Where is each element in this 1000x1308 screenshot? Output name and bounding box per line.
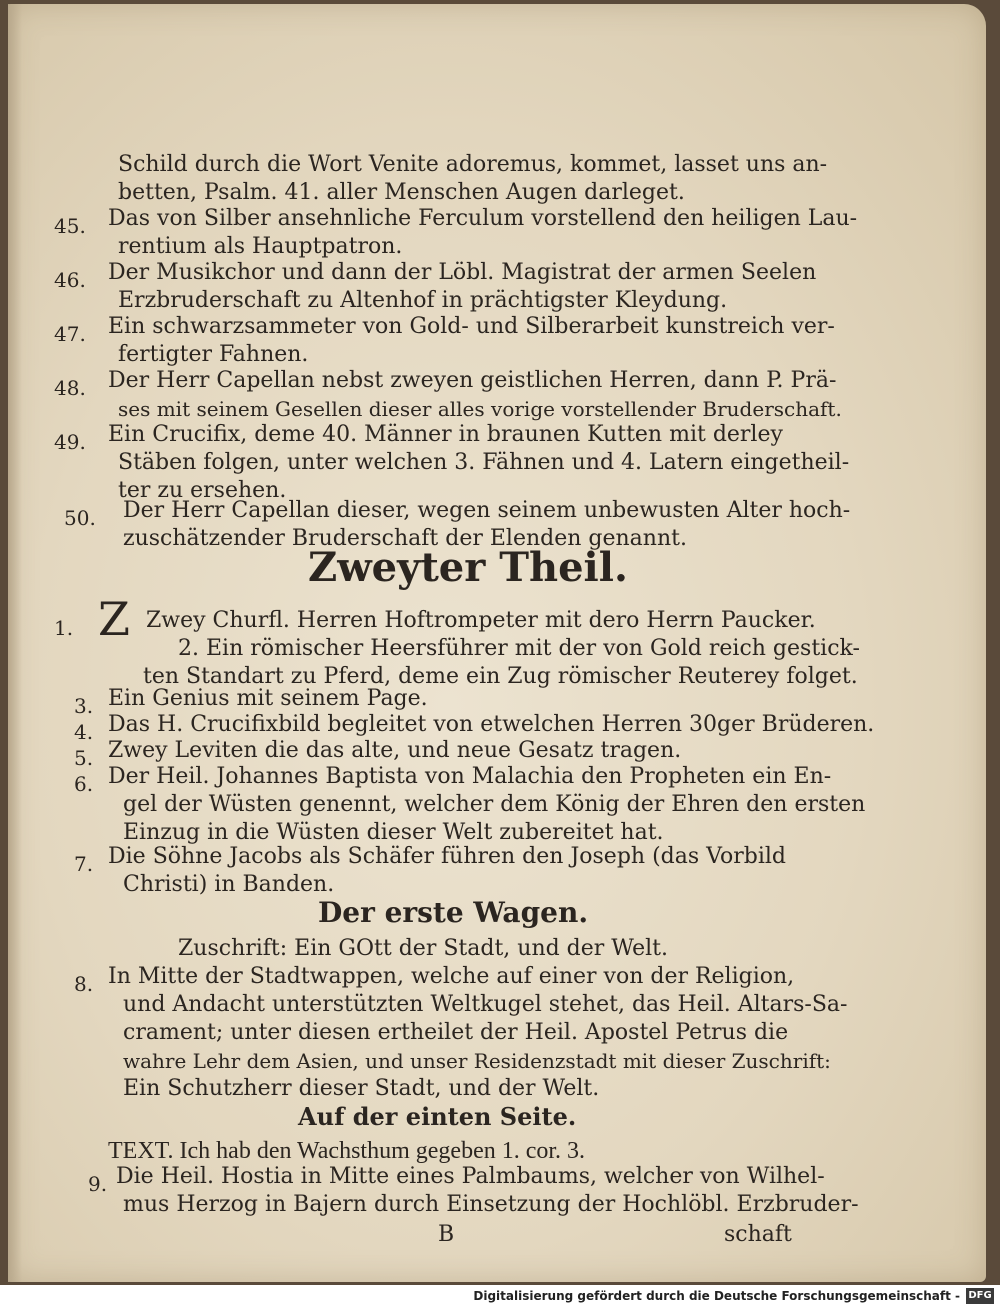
text-line: ses mit seinem Gesellen dieser alles vorige vorstellender Bruderschaft. bbox=[118, 397, 842, 421]
signature-mark: B bbox=[438, 1222, 455, 1247]
item-number: 47. bbox=[54, 322, 86, 346]
text-line: Ein Schutzherr dieser Stadt, und der Welt. bbox=[123, 1076, 600, 1101]
text-line: fertigter Fahnen. bbox=[118, 342, 309, 367]
book-page bbox=[8, 4, 986, 1282]
text-line: Christi) in Banden. bbox=[123, 872, 335, 897]
text-line: Einzug in die Wüsten dieser Welt zubereitet hat. bbox=[123, 820, 664, 845]
text-line: Ein schwarzsammeter von Gold- und Silberarbeit kunstreich ver- bbox=[108, 314, 835, 339]
text-line: Zwey Leviten die das alte, und neue Gesatz tragen. bbox=[108, 738, 682, 763]
text-line: mus Herzog in Bajern durch Einsetzung der Hochlöbl. Erzbruder- bbox=[123, 1192, 859, 1217]
dfg-logo-icon: DFG bbox=[966, 1288, 994, 1304]
item-number: 50. bbox=[64, 506, 96, 530]
text-line: Die Söhne Jacobs als Schäfer führen den Joseph (das Vorbild bbox=[108, 844, 787, 869]
text-line: Das H. Crucifixbild begleitet von etwelchen Herren 30ger Brüderen. bbox=[108, 712, 875, 737]
text-line: Erzbruderschaft zu Altenhof in prächtigster Kleydung. bbox=[118, 288, 728, 313]
item-number: 49. bbox=[54, 430, 86, 454]
text-line: rentium als Hauptpatron. bbox=[118, 234, 403, 259]
item-number: 4. bbox=[74, 720, 94, 744]
text-line: Der Herr Capellan nebst zweyen geistlichen Herren, dann P. Prä- bbox=[108, 368, 837, 393]
item-number: 3. bbox=[74, 694, 94, 718]
text-line: Schild durch die Wort Venite adoremus, kommet, lasset uns an- bbox=[118, 152, 828, 177]
item-number: 48. bbox=[54, 376, 86, 400]
side-heading: Auf der einten Seite. bbox=[298, 1102, 577, 1131]
text-line: Die Heil. Hostia in Mitte eines Palmbaums, welcher von Wilhel- bbox=[116, 1164, 825, 1189]
text-line: Stäben folgen, unter welchen 3. Fähnen und 4. Latern eingetheil- bbox=[118, 450, 850, 475]
inscription-line: Zuschrift: Ein GOtt der Stadt, und der Welt. bbox=[178, 936, 669, 961]
item-number: 9. bbox=[88, 1172, 108, 1196]
text-line: Ein Crucifix, deme 40. Männer in braunen Kutten mit derley bbox=[108, 422, 783, 447]
item-number: 45. bbox=[54, 214, 86, 238]
drop-cap: Z bbox=[98, 592, 130, 646]
page-text bbox=[8, 4, 986, 1282]
text-citation: TEXT. Ich hab den Wachsthum gegeben 1. cor. 3. bbox=[108, 1138, 586, 1164]
section-heading: Zweyter Theil. bbox=[308, 544, 628, 591]
wagon-heading: Der erste Wagen. bbox=[318, 896, 589, 929]
text-line: und Andacht unterstützten Weltkugel stehet, das Heil. Altars-Sa- bbox=[123, 992, 848, 1017]
text-line: crament; unter diesen ertheilet der Heil. Apostel Petrus die bbox=[123, 1020, 789, 1045]
text-line: Das von Silber ansehnliche Ferculum vorstellend den heiligen Lau- bbox=[108, 206, 858, 231]
text-line: In Mitte der Stadtwappen, welche auf einer von der Religion, bbox=[108, 964, 795, 989]
item-number: 7. bbox=[74, 852, 94, 876]
item-number: 6. bbox=[74, 772, 94, 796]
text-line: zuschätzender Bruderschaft der Elenden genannt. bbox=[123, 526, 687, 551]
text-line: gel der Wüsten genennt, welcher dem König der Ehren den ersten bbox=[123, 792, 866, 817]
text-line: wahre Lehr dem Asien, und unser Residenzstadt mit dieser Zuschrift: bbox=[123, 1049, 831, 1073]
text-line: Zwey Churfl. Herren Hoftrompeter mit dero Herrn Paucker. bbox=[146, 608, 816, 633]
item-number: 46. bbox=[54, 268, 86, 292]
text-line: ter zu ersehen. bbox=[118, 478, 287, 503]
text-line: betten, Psalm. 41. aller Menschen Augen darleget. bbox=[118, 180, 685, 205]
text-line: Der Heil. Johannes Baptista von Malachia den Propheten ein En- bbox=[108, 764, 832, 789]
text-line: Der Herr Capellan dieser, wegen seinem unbewusten Alter hoch- bbox=[123, 498, 851, 523]
text-line: ten Standart zu Pferd, deme ein Zug römischer Reuterey folget. bbox=[143, 664, 858, 689]
footer bbox=[0, 1285, 1000, 1308]
item-number: 8. bbox=[74, 972, 94, 996]
item-number: 5. bbox=[74, 746, 94, 770]
text-line: 2. Ein römischer Heersführer mit der von Gold reich gestick- bbox=[178, 636, 860, 661]
item-number: 1. bbox=[54, 616, 74, 640]
text-line: Ein Genius mit seinem Page. bbox=[108, 686, 428, 711]
text-line: Der Musikchor und dann der Löbl. Magistrat der armen Seelen bbox=[108, 260, 817, 285]
catchword: schaft bbox=[724, 1222, 792, 1247]
funding-notice: Digitalisierung gefördert durch die Deutsche Forschungsgemeinschaft - bbox=[473, 1289, 960, 1303]
